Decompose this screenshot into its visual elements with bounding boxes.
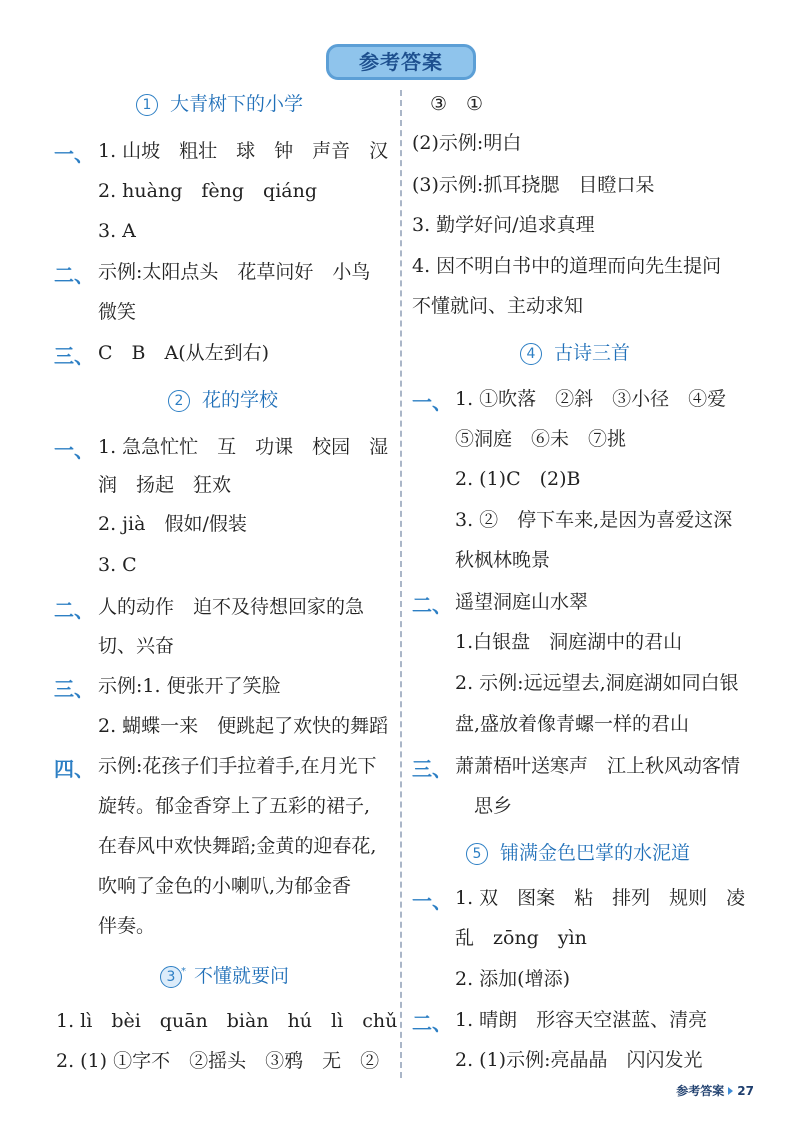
question-marker: 三、 [54,677,94,701]
answer-line: 遥望洞庭山水翠 [455,591,589,613]
answer-line: 4. 因不明白书中的道理而向先生提问 [412,255,722,277]
answer-line: 吹响了金色的小喇叭,为郁金香 [98,875,352,897]
answer-line: 3. 勤学好问/追求真理 [412,214,595,236]
question-marker: 二、 [412,593,452,617]
section-number-badge: 4 [520,343,542,365]
triangle-icon [728,1087,733,1095]
answer-line: 切、兴奋 [98,635,175,657]
answer-line: 2. (1)C (2)B [455,468,581,490]
page-footer [676,1082,754,1099]
answer-line: 1. 双 图案 粘 排列 规则 凌 [455,887,746,909]
answer-line: ⑤洞庭 ⑥未 ⑦挑 [455,428,627,450]
question-marker: 一、 [412,889,452,913]
section-heading-2 [168,388,278,412]
answer-line: 萧萧梧叶送寒声 江上秋风动客情 [455,755,741,777]
answer-line: 示例:太阳点头 花草问好 小鸟 [98,261,371,283]
answer-line: 2. (1) ①字不 ②摇头 ③鸦 无 ② [56,1050,380,1072]
answer-line: 润 扬起 狂欢 [98,474,232,496]
answer-line: 思乡 [474,795,513,817]
question-marker: 一、 [54,438,94,462]
answer-line: 2. 蝴蝶一来 便跳起了欢快的舞蹈 [98,715,389,737]
answer-line: 示例:花孩子们手拉着手,在月光下 [98,755,377,777]
answer-line: 1. 山坡 粗壮 球 钟 声音 汉 [98,140,389,162]
question-marker: 四、 [54,757,94,781]
answer-line: 1. lì bèi quān biàn hú lì chǔ [56,1010,398,1032]
answer-line: 盘,盛放着像青螺一样的君山 [455,713,690,735]
section-heading-5 [466,841,690,865]
star-mark: * [181,966,186,977]
answer-line: 3. A [98,220,136,242]
question-marker: 一、 [54,142,94,166]
answer-line: 2. 添加(增添) [455,968,570,990]
column-divider [400,90,402,1078]
answer-line: 旋转。郁金香穿上了五彩的裙子, [98,795,371,817]
section-number-badge: 5 [466,843,488,865]
answer-line: 秋枫林晚景 [455,549,551,571]
answer-key-banner: 参考答案 [326,44,476,80]
answer-line: 示例:1. 便张开了笑脸 [98,675,281,697]
answer-line: 微笑 [98,301,137,323]
section-title: 古诗三首 [554,342,631,364]
section-title: 不懂就要问 [194,965,290,987]
answer-line: 1. 急急忙忙 互 功课 校园 湿 [98,436,389,458]
answer-line: 1. 晴朗 形容天空湛蓝、清亮 [455,1009,708,1031]
answer-line: C B A(从左到右) [98,342,270,364]
answer-line: 3. C [98,554,137,576]
section-number-badge: 1 [136,94,158,116]
answer-line: 在春风中欢快舞蹈;金黄的迎春花, [98,835,377,857]
answer-line: 1.白银盘 洞庭湖中的君山 [455,631,683,653]
section-title: 花的学校 [202,389,279,411]
answer-line: 3. ② 停下车来,是因为喜爱这深 [455,509,733,531]
answer-line: 2. huàng fèng qiáng [98,180,318,202]
question-marker: 二、 [412,1011,452,1035]
answer-line: 乱 zōng yìn [455,927,587,949]
section-heading-3 [160,964,289,988]
section-number-badge: 2 [168,390,190,412]
answer-line: 2. jià 假如/假装 [98,513,247,535]
answer-line: 不懂就问、主动求知 [412,295,584,317]
section-title: 大青树下的小学 [170,93,304,115]
question-marker: 二、 [54,598,94,622]
question-marker: 三、 [54,344,94,368]
question-marker: 二、 [54,263,94,287]
section-heading-4 [520,341,630,365]
answer-line: 2. 示例:远远望去,洞庭湖如同白银 [455,672,739,694]
answer-line: 2. (1)示例:亮晶晶 闪闪发光 [455,1049,703,1071]
section-heading-1 [136,92,303,116]
answer-line: 伴奏。 [98,915,156,937]
answer-line: ③ ① [430,93,484,115]
section-number-badge: 3 * [160,966,182,988]
answer-line: 1. ①吹落 ②斜 ③小径 ④爱 [455,388,727,410]
answer-line: (2)示例:明白 [412,132,522,154]
answer-line: (3)示例:抓耳挠腮 目瞪口呆 [412,174,655,196]
page-number: 27 [737,1084,754,1098]
question-marker: 一、 [412,390,452,414]
answer-line: 人的动作 迫不及待想回家的急 [98,596,365,618]
footer-label: 参考答案 [676,1084,725,1098]
section-title: 铺满金色巴掌的水泥道 [500,842,691,864]
question-marker: 三、 [412,757,452,781]
